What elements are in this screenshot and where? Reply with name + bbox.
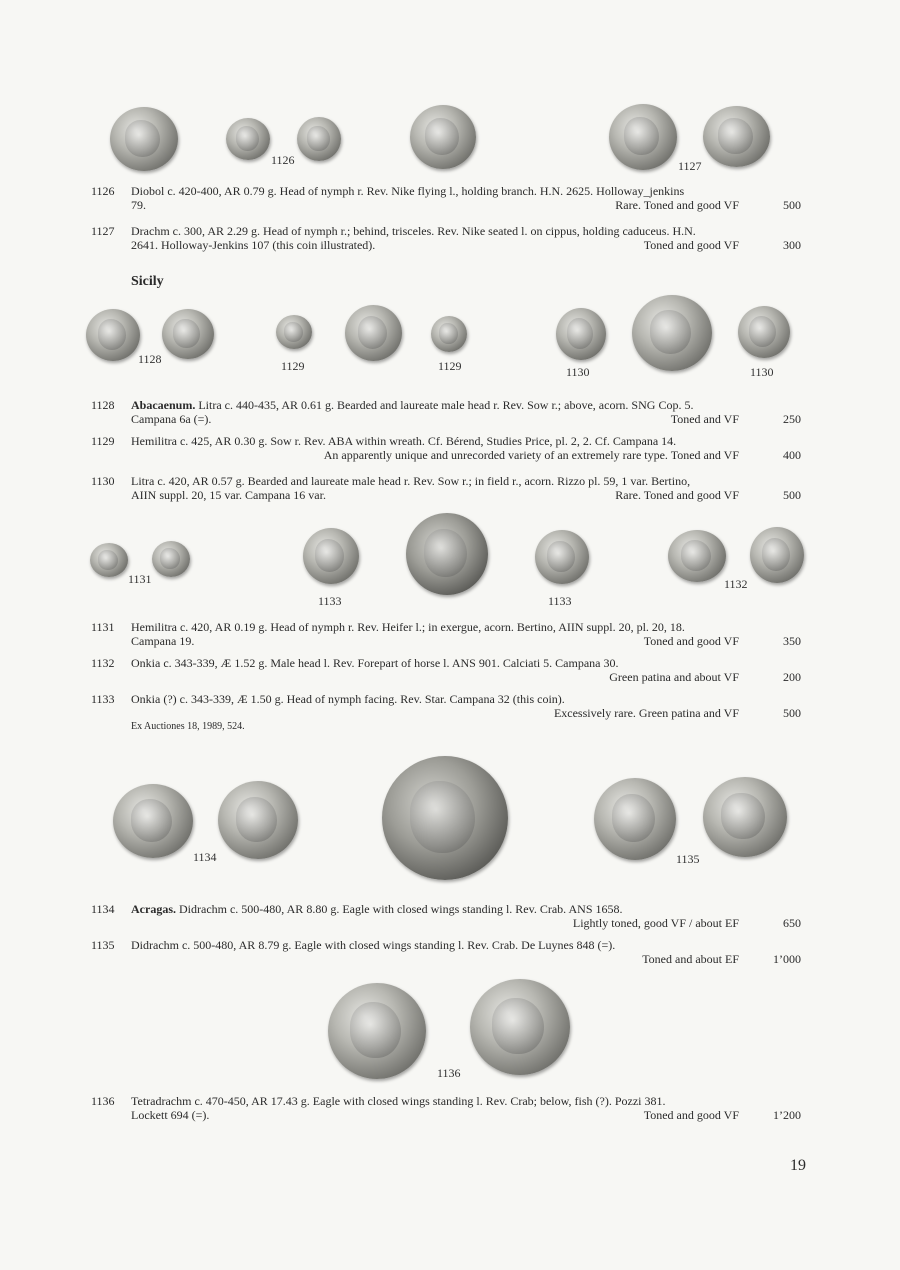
lot-number: 1133 bbox=[91, 692, 115, 706]
lot-grade: Toned and good VF bbox=[643, 634, 739, 648]
lot-price: 1’000 bbox=[773, 952, 801, 966]
lot-description-cont: Lockett 694 (=). bbox=[131, 1108, 210, 1122]
plate-label-1127: 1127 bbox=[678, 159, 702, 173]
lot-price: 400 bbox=[783, 448, 801, 462]
lot-grade: Rare. Toned and good VF bbox=[615, 488, 739, 502]
coin-1127-obverse bbox=[609, 104, 677, 170]
lot-grade: Excessively rare. Green patina and VF bbox=[553, 706, 739, 720]
lot-grade: Toned and VF bbox=[670, 412, 739, 426]
coin-1135-obverse bbox=[594, 778, 676, 860]
lot-price: 500 bbox=[783, 706, 801, 720]
lot-description-cont: 2641. Holloway-Jenkins 107 (this coin illustrated). bbox=[131, 238, 376, 252]
lot-price: 200 bbox=[783, 670, 801, 684]
lot-price: 250 bbox=[783, 412, 801, 426]
coin-1134-obverse bbox=[113, 784, 193, 858]
plate-label-1129a: 1129 bbox=[281, 359, 305, 373]
lot-number: 1127 bbox=[91, 224, 115, 238]
plate-label-1126: 1126 bbox=[271, 153, 295, 167]
coin-1133-reverse bbox=[535, 530, 589, 584]
lot-number: 1134 bbox=[91, 902, 115, 916]
lot-description-cont: AIIN suppl. 20, 15 var. Campana 16 var. bbox=[131, 488, 326, 502]
lot-mint: Abacaenum. bbox=[131, 398, 196, 412]
lot-description: Didrachm c. 500-480, AR 8.80 g. Eagle with closed wings standing l. Rev. Crab. ANS 1658. bbox=[179, 902, 623, 916]
coin-1130-obverse bbox=[556, 308, 606, 360]
section-title: Sicily bbox=[131, 274, 164, 289]
coin-1128-obverse bbox=[86, 309, 140, 361]
lot-grade: Green patina and about VF bbox=[609, 670, 739, 684]
lot-grade: Rare. Toned and good VF bbox=[615, 198, 739, 212]
lot-description: Diobol c. 420-400, AR 0.79 g. Head of nymph r. Rev. Nike flying l., holding branch. H.N. 2625. Holloway_jenkins bbox=[131, 184, 685, 198]
coin-1132-obverse bbox=[668, 530, 726, 582]
lot-description-cont: Campana 19. bbox=[131, 634, 195, 648]
lot-description: Didrachm c. 500-480, AR 8.79 g. Eagle with closed wings standing l. Rev. Crab. De Luynes 848 (=). bbox=[131, 938, 616, 952]
coin-1131-obverse bbox=[90, 543, 128, 577]
coin-1136-reverse bbox=[470, 979, 570, 1075]
plate-label-1128: 1128 bbox=[138, 352, 162, 366]
lot-description: Onkia (?) c. 343-339, Æ 1.50 g. Head of nymph facing. Rev. Star. Campana 32 (this coin). bbox=[131, 692, 565, 706]
coin-1135-reverse bbox=[703, 777, 787, 857]
lot-number: 1130 bbox=[91, 474, 115, 488]
lot-description: Onkia c. 343-339, Æ 1.52 g. Male head l. Rev. Forepart of horse l. ANS 901. Calciati 5. Campana 30. bbox=[131, 656, 619, 670]
coin-1134-reverse-large bbox=[382, 756, 508, 880]
lot-description: Litra c. 440-435, AR 0.61 g. Bearded and laureate male head r. Rev. Sow r.; above, acorn. SNG Cop. 5. bbox=[198, 398, 694, 412]
lot-grade: An apparently unique and unrecorded variety of an extremely rare type. Toned and VF bbox=[323, 448, 739, 462]
coin-1130-obverse-large bbox=[632, 295, 712, 371]
lot-price: 300 bbox=[783, 238, 801, 252]
plate-label-1131: 1131 bbox=[128, 572, 152, 586]
plate-label-1129b: 1129 bbox=[438, 359, 462, 373]
coin-1131-reverse bbox=[152, 541, 190, 577]
page-number: 19 bbox=[790, 1157, 806, 1174]
coin-1132-reverse bbox=[750, 527, 804, 583]
coin-1128-reverse bbox=[162, 309, 214, 359]
lot-grade: Lightly toned, good VF / about EF bbox=[572, 916, 739, 930]
plate-label-1130b: 1130 bbox=[750, 365, 774, 379]
coin-1127-reverse bbox=[703, 106, 770, 167]
plate-label-1133a: 1133 bbox=[318, 594, 342, 608]
lot-number: 1135 bbox=[91, 938, 115, 952]
lot-description-cont: Campana 6a (=). bbox=[131, 412, 212, 426]
plate-label-1130a: 1130 bbox=[566, 365, 590, 379]
plate-label-1136: 1136 bbox=[437, 1066, 461, 1080]
lot-number: 1126 bbox=[91, 184, 115, 198]
lot-provenance-note: Ex Auctiones 18, 1989, 524. bbox=[131, 721, 245, 732]
coin-1126-reverse bbox=[297, 117, 341, 161]
plate-label-1135: 1135 bbox=[676, 852, 700, 866]
coin-1129-obverse bbox=[276, 315, 312, 349]
lot-description: Drachm c. 300, AR 2.29 g. Head of nymph r.; behind, trisceles. Rev. Nike seated l. on cippus, holding caduceus. H.N. bbox=[131, 224, 696, 238]
lot-price: 500 bbox=[783, 198, 801, 212]
lot-grade: Toned and good VF bbox=[643, 238, 739, 252]
lot-description: Tetradrachm c. 470-450, AR 17.43 g. Eagle with closed wings standing l. Rev. Crab; below, fish (?). Pozzi 381. bbox=[131, 1094, 666, 1108]
lot-number: 1128 bbox=[91, 398, 115, 412]
plate-label-1132: 1132 bbox=[724, 577, 748, 591]
lot-grade: Toned and good VF bbox=[643, 1108, 739, 1122]
lot-price: 500 bbox=[783, 488, 801, 502]
coin-1126-obverse bbox=[226, 118, 270, 160]
lot-price: 1’200 bbox=[773, 1108, 801, 1122]
lot-grade: Toned and about EF bbox=[642, 952, 739, 966]
coin-1126-reverse-large bbox=[410, 105, 476, 169]
plate-label-1134: 1134 bbox=[193, 850, 217, 864]
lot-number: 1132 bbox=[91, 656, 115, 670]
lot-description: Litra c. 420, AR 0.57 g. Bearded and laureate male head r. Rev. Sow r.; in field r., acorn. Rizzo pl. 59, 1 var. Bertino, bbox=[131, 474, 691, 488]
lot-number: 1129 bbox=[91, 434, 115, 448]
coin-1129-reverse bbox=[431, 316, 467, 352]
coin-1133-obverse-large bbox=[406, 513, 488, 595]
coin-1130-reverse bbox=[738, 306, 790, 358]
plate-label-1133b: 1133 bbox=[548, 594, 572, 608]
lot-number: 1136 bbox=[91, 1094, 115, 1108]
coin-1129-obverse-large bbox=[345, 305, 402, 361]
coin-1136-obverse bbox=[328, 983, 426, 1079]
lot-price: 350 bbox=[783, 634, 801, 648]
lot-mint: Acragas. bbox=[131, 902, 176, 916]
lot-price: 650 bbox=[783, 916, 801, 930]
coin-1133-obverse bbox=[303, 528, 359, 584]
coin-1134-reverse bbox=[218, 781, 298, 859]
lot-number: 1131 bbox=[91, 620, 115, 634]
coin-1126-obverse-large bbox=[110, 107, 178, 171]
lot-description: Hemilitra c. 425, AR 0.30 g. Sow r. Rev. ABA within wreath. Cf. Bérend, Studies Price, pl. 2, 2. Cf. Campana 14. bbox=[131, 434, 677, 448]
lot-description: Hemilitra c. 420, AR 0.19 g. Head of nymph r. Rev. Heifer l.; in exergue, acorn. Bertino, AIIN suppl. 20, pl. 20, 18. bbox=[131, 620, 685, 634]
lot-description-cont: 79. bbox=[131, 198, 146, 212]
